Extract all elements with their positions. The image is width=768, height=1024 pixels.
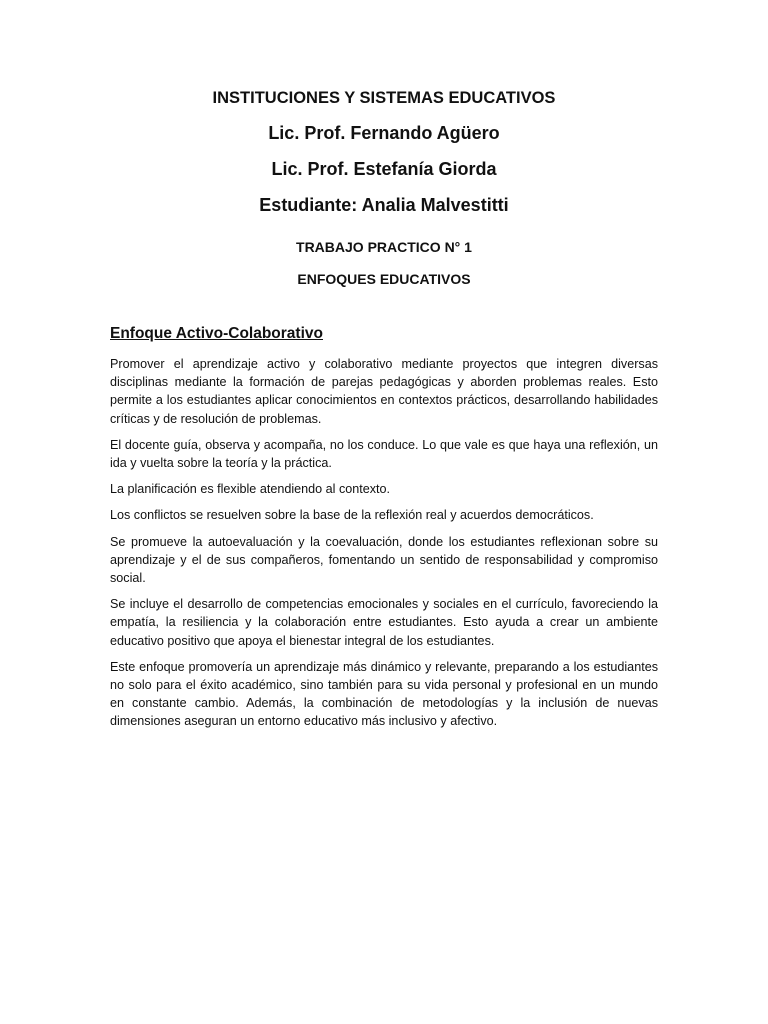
paragraph: Se incluye el desarrollo de competencias emocionales y sociales en el currículo, favoreciendo la empatía, la resiliencia y la colaboración entre estudiantes. Esto ayuda a crear un ambiente educativo positivo que apoya el bienestar integral de los estudiantes. xyxy=(110,597,658,648)
section-body xyxy=(110,355,658,739)
topic-title: ENFOQUES EDUCATIVOS xyxy=(297,271,471,287)
student-name: Estudiante: Analia Malvestitti xyxy=(259,195,509,215)
section-heading: Enfoque Activo-Colaborativo xyxy=(110,325,323,342)
assignment-title: TRABAJO PRACTICO N° 1 xyxy=(296,239,472,255)
professor-name-2: Lic. Prof. Estefanía Giorda xyxy=(271,159,497,179)
paragraph: Los conflictos se resuelven sobre la base de la reflexión real y acuerdos democráticos. xyxy=(110,508,594,523)
paragraph: Este enfoque promovería un aprendizaje más dinámico y relevante, preparando a los estudiantes no solo para el éxito académico, sino también para su vida personal y profesional en un mundo en constante cambio. Además, la combinación de metodologías y la inclusión de nuevas dimensiones aseguran un entorno educativo más inclusivo y afectivo. xyxy=(110,659,658,729)
document-header xyxy=(0,86,768,302)
professor-name-1: Lic. Prof. Fernando Agüero xyxy=(268,123,500,143)
paragraph: Se promueve la autoevaluación y la coevaluación, donde los estudiantes reflexionan sobre su aprendizaje y el de sus compañeros, fomentando un sentido de responsabilidad y compromiso social. xyxy=(110,534,658,586)
course-title: INSTITUCIONES Y SISTEMAS EDUCATIVOS xyxy=(212,89,556,107)
paragraph: Promover el aprendizaje activo y colaborativo mediante proyectos que integren diversas disciplinas mediante la formación de parejas pedagógicas y aborden problemas reales. Esto permite a los estudiantes aplicar conocimientos en contextos prácticos, desarrollando habilidades críticas y de resolución de problemas. xyxy=(110,357,658,426)
paragraph: El docente guía, observa y acompaña, no los conduce. Lo que vale es que haya una reflexión, un ida y vuelta sobre la teoría y la práctica. xyxy=(110,437,658,471)
paragraph: La planificación es flexible atendiendo al contexto. xyxy=(110,482,391,497)
